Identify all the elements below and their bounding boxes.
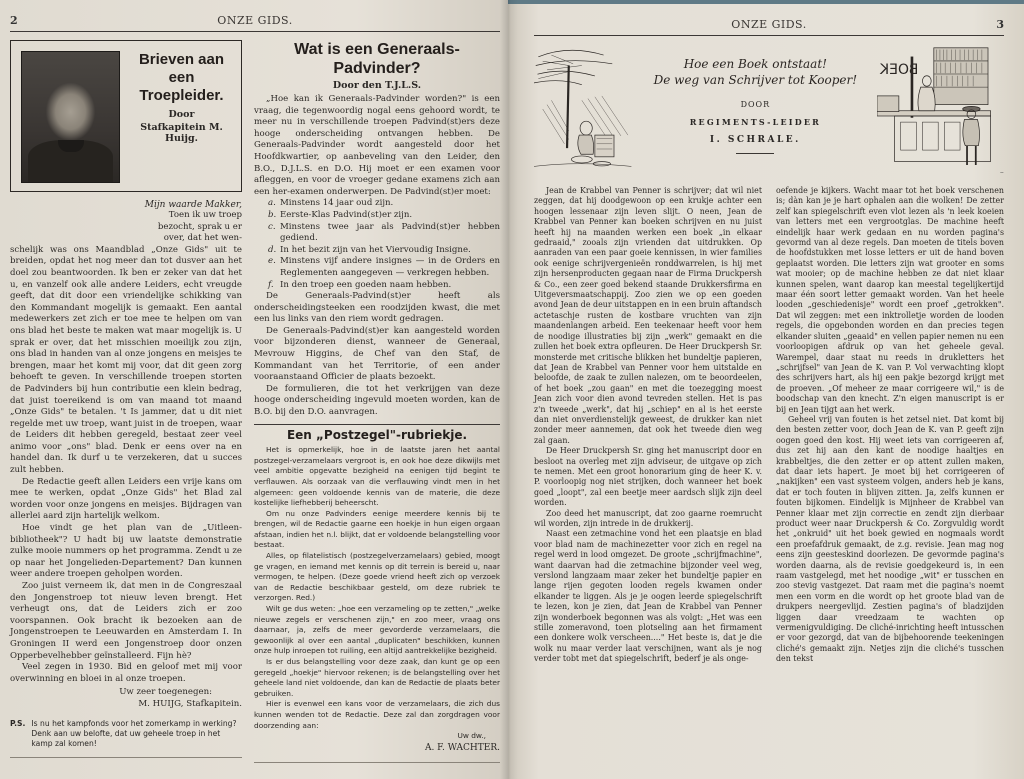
- intro-line: Toen ik uw troep: [168, 210, 242, 220]
- letter-author: Stafkapitein M. Huijg.: [140, 122, 223, 144]
- header-right: [534, 18, 1004, 36]
- letter-byline-label: Door: [168, 109, 195, 120]
- requirement-item: [268, 222, 500, 245]
- requirement-letter: b.: [268, 209, 277, 220]
- page-number-left: 2: [10, 14, 18, 27]
- article-author-name: I. SCHRALE.: [709, 135, 801, 145]
- postzegel-paragraph: Is er dus belangstelling voor deze zaak, dan kunt ge op een geregeld „hoekje" hiervoor rekenen; is de belangstelling over het geheele land niet voldoende, dan kan de Redactie de plaats beter gebruiken.: [254, 657, 500, 698]
- writer-desk: [595, 135, 614, 157]
- article-title-padvinder: Wat is een Generaals-Padvinder?: [294, 41, 460, 77]
- requirement-text: In het bezit zijn van het Viervoudig Insigne.: [280, 244, 471, 255]
- requirement-letter: c.: [268, 221, 276, 232]
- postzegel-paragraph: Het is opmerkelijk, hoe in de laatste jaren het aantal postzegel-verzamelaars vergroot is, en ook hoe deze dikwijls met veel ambitie opgevatte bezigheid na eenigen tijd begint te verflauwen. Als oorzaak van die verflauwing vindt men in het algemeen: geen voldoende kennis van de materie, die deze kostelijke liefhebberij beheerscht.: [254, 445, 500, 508]
- letter-paragraph: Hoe vindt ge het plan van de „Uitleen-bibliotheek"? U hadt bij uw laatste demonstratie zulke mooie nummers op het programma. Zendt u ze op naar het Jongelieden-Departement? Dan kunnen weer andere troepen geholpen worden.: [10, 523, 242, 580]
- right-page: [508, 0, 1024, 779]
- requirement-item: [268, 245, 500, 257]
- requirement-item: [268, 198, 500, 210]
- letter-body: [10, 245, 242, 711]
- postzegel-paragraph: Hier is evenwel een kans voor de verzamelaars, die zich dus kunnen wenden tot de Redactie. Deze zal dan zorgdragen voor doorzending aan:: [254, 699, 500, 730]
- letter-intro: [10, 210, 242, 245]
- padvinder-paragraph: De Generaals-Padvind(st)er kan aangesteld worden voor bijzonderen dienst, wanneer de Generaal, Mevrouw Higgins, de Chef van den Staf, de Kommandant van het Territorie, of een ander vooraanstaand Officier de plaats bezoekt.: [254, 325, 500, 383]
- requirement-letter: a.: [268, 198, 276, 209]
- left-page-columns: [10, 40, 500, 763]
- title-rule: [736, 153, 774, 154]
- ps-label: P.S.: [10, 718, 26, 728]
- bookshop-illustration-wrap: [877, 44, 1004, 178]
- book-paragraph: Naast een zetmachine vond het een plaatsje en blad voor blad nam de machinezetter voor zich en regel na regel werd in lood omgezet. De groote „schrijfmachine", want daarvan had die zetmachine bijzonder veel weg, verslond langzaam maar zeker het bundeltje papier en lange rijen gegoten looden regels kwamen onder elkander te liggen. Als je je oogen leerde spiegelschrift te lezen, kon je zien, dat Jean de Krabbel van Penner zijn wonderboek begonnen was als volgt: „Het was een stille zomeravond, toen plotseling aan het firmament een donkere wolk verscheen...." Het beste is, dat je die wolk nu maar verder laat verschijnen, want als je nog verder tobt met dat spiegelschrift, bederf je als onge-: [534, 529, 762, 664]
- requirement-item: [268, 280, 500, 292]
- scout-boy-body: [963, 119, 980, 145]
- book-paragraph: Geheel vrij van fouten is het zetsel niet. Dat komt bij den besten zetter voor, doch Jean de K. van P. geeft zijn oogen goed den kost. Hij weet iets van corrigeeren af, dus zet hij aan den kant de noodige haaltjes en krabbeltjes, die den zetter er op attent zullen maken, dat daar iets hapert. Je moet bij het corrigeeren of „nakijken" een vast systeem volgen, anders heb je kans, dat er toch fouten in blijven zitten. Ja, zelfs kunnen er fouten bijkomen. Eindelijk is Mijnheer de Krabbel van Penner klaar met zijn correctie en zendt zijn dierbaar product weer naar Druckpersh & Co. Zorgvuldig wordt het „onkruid" uit het boek gewied en nogmaals wordt een proefafdruk gemaakt, de z.g. revisie. Jean mag nog eens zijn geesteskind doorlezen. De gevormde pagina's worden daarna, als de revisie goedgekeurd is, in een raam vastgelegd, met het noodige „wit" er tusschen en zoo stevig vastgezet. Dat raam met die pagina's noemt men een vorm en die wordt op het groote blad van de drukpers neergevlijd. Zestien pagina's of bladzijden liggen daar vreedzaam te wachten op vermenigvuldiging. De cliché-inrichting heeft intusschen er voor gezorgd, dat van de bijbehoorende teekeningen cliché's gemaakt zijn. Netjes zijn die cliché's tusschen den tekst: [776, 414, 1004, 664]
- article-byline-label: DOOR: [740, 100, 771, 109]
- letter-postscript: [10, 719, 242, 749]
- illustration-title: [654, 56, 857, 88]
- article-byline-padvinder: Door den T.J.L.S.: [332, 80, 422, 91]
- book-paragraph: Zoo deed het manuscript, dat zoo gaarne roemrucht wil worden, zijn intrede in de drukkerij.: [534, 508, 762, 528]
- letter-title: Brieven aan een Troepleider.: [138, 51, 225, 104]
- author-portrait-photo: [21, 51, 120, 183]
- article-body-padvinder: [254, 94, 500, 419]
- section-divider: [254, 424, 500, 426]
- postzegel-paragraph: Wilt ge dus weten: „hoe een verzameling op te zetten," „welke nieuwe zegels er verschenen zijn," en zoo meer, vraag ons daarnaar, ja, zelfs de meer gevorderde verzamelaars, die gewoonlijk al over een aantal „duplicaten" beschikken, kunnen onze hulp inroepen tot ruiling, een altijd aantrekkelijke bezigheid.: [254, 604, 500, 656]
- article-title-block: [634, 44, 877, 154]
- letter-paragraph: De Redactie geeft allen Leiders een vrije kans om mee te werken, opdat „Onze Gids" het Blad zal worden voor onze jongens en meisjes. Bijdragen van allerlei aard zijn hartelijk welkom.: [10, 476, 242, 522]
- requirement-text: In den troep een goeden naam hebben.: [280, 279, 452, 290]
- illustrator-signature-mark: ~: [999, 170, 1004, 176]
- postzegel-paragraph: Alles, op filatelistisch (postzegelverzamelaars) gebied, moogt ge vragen, en iemand met kennis op dit terrein is bereid u, naar vermogen, te helpen. (Deze goede vriend heeft zich op verzoek van de Redactie beschikbaar gesteld, om deze rubriek te verzorgen. Red.): [254, 551, 500, 603]
- illustration-title-line2: De weg van Schrijver tot Kooper!: [653, 73, 858, 87]
- requirement-letter: f.: [268, 279, 274, 290]
- article-title-postzegel: Een „Postzegel"-rubriekje.: [286, 428, 468, 443]
- article-body-postzegel: [254, 445, 500, 754]
- running-head-left: ONZE GIDS.: [217, 14, 293, 27]
- padvinder-paragraph: De formulieren, die tot het verkrijgen van deze hooge onderscheiding ingevuld moeten worden, kan de B.O. bij den D.O. aanvragen.: [254, 383, 500, 418]
- ps-text: Is nu het kampfonds voor het zomerkamp in werking? Denk aan uw belofte, dat uw geheele troep in het kamp zal komen!: [31, 718, 237, 748]
- writer-head: [580, 121, 592, 135]
- footer-rule-middle: [254, 762, 500, 763]
- tree-trunk: [567, 66, 569, 149]
- letter-closing: Uw zeer toegenegen:: [119, 687, 212, 698]
- book-paragraph: De Heer Druckpersh Sr. ging het manuscript door en besloot na overleg met zijn adviseur, de uitgave op zich te nemen. Met een groot honorarium ging de heer K. v. P. voorloopig nog niet strijken, doch wanneer het boek goed „loopt", zal een beetje meer aardsch slijk zijn deel worden.: [534, 446, 762, 508]
- padvinder-intro: „Hoe kan ik Generaals-Padvinder worden?" is een vraag, die tegenwoordig nogal eens gehoord wordt, te meer nu in verschillende troepen Padvind(st)ers deze hooge onderscheiding ontvangen hebben. De Generaals-Padvinder wordt aangesteld door het Hoofdkwartier, op aanbeveling van den Leider, den B.O., D.J.L.S. en D.O. Hij moet er een examen voor afleggen, en voor de vroeger gedane examens zich aan een her-examen onderwerpen. De Padvind(st)er moet:: [254, 94, 500, 197]
- requirement-item: [268, 256, 500, 279]
- book-paragraph: oefende je kijkers. Wacht maar tot het boek verschenen is; dàn kan je je hart ophalen aan die wolken! De zetter zelf kan spiegelschrift even vlot lezen als 'n leek koeien van letters met een vergrootglas. De machine heeft eindelijk haar werk gedaan en nu worden pagina's gevormd van al deze regels. Dan moeten de titels boven de hoofdstukken met losse letters er uit de hand boven geplaatst worden. Die letters zijn wat grooter en soms wat mooier; op de machine hebben ze dat niet klaar kunnen spelen, want daarop kan meestal tegelijkertijd maar één soort letter gemaakt worden. Van het heele looden „geschiedenisje" wordt een proef „getrokken". Dat wil zeggen: met een inktrolletje worden de looden regels, die opgebonden worden en dan precies tegen elkander sluiten „geaaid" en vellen papier nemen nu een voorloopigen afdruk op van het geheele geval. Warempel, daar staat nu reeds in drukletters het „schrijfsel" van Jean de K. van P. Vol verwachting klopt des schrijvers hart, als hij een pakje bezorgd krijgt met de proeven. „Of meheer ze maar corrigeere wil," is de boodschap van den knecht. Z'n eigen manuscript is er bij en Jean tijgt aan het werk.: [776, 186, 1004, 414]
- requirements-list: [254, 198, 500, 291]
- book-stack: [877, 96, 899, 112]
- requirement-item: [268, 210, 500, 222]
- requirement-text: Eerste-Klas Padvind(st)er zijn.: [280, 209, 413, 220]
- book-paragraph: Jean de Krabbel van Penner is schrijver; dat wil niet zeggen, dat hij doodgewoon op een krukje achter een hoogen lessenaar zijn leven slijt. O neen, Jean de Krabbel van Penner kan boeken schrijven en nu juist heeft hij na maanden werken een boek „in elkaar gedraaid," zooals zijn vrienden dat uitdrukken. Op aanraden van een paar goeie kennissen, in wier families ook eenige schrijvergenieën ronddwarrelen, is hij met zijn hersenproducten gegaan naar de Firma Druckpersh & Co., een zeer goed bekend staande Drukkersfirma en Uitgeversmaatschappij. Zoo zien we op een goeden avond Jean de deur uitstappen en in een bruin aftandsch actetaschje rusten de kostbare vruchten van zijn maandenlangen arbeid. Een teekenaar heeft voor hem de noodige illustraties bij zijn „werk" gemaakt en die zullen het boek extra opfleuren. De Heer Druckpersh Sr. monsterde met critische blikken het bundeltje papieren, dat Jean de Krabbel van Penner voor hem uitstalde en beloofde, de zaak te zullen nalezen, om te beoordeelen, of het boek „zou gaan" en met die toezegging moest Jean zich voor dien avond tevreden stellen. Het is pas z'n tweede „werk", dat hij „schiep" en al is het eerste dan niet onverdienstelijk geweest, de drukker kan niet zonder meer aannemen, dat ook het tweede dien weg zal gaan.: [534, 186, 762, 445]
- intro-line: over, dat het wen-: [163, 233, 242, 244]
- bookseller-head: [922, 76, 931, 86]
- requirement-text: Minstens vijf andere insignes — in de Orders en Reglementen aangegeven — verkregen hebben.: [280, 256, 500, 278]
- articles-column: [254, 40, 500, 763]
- writer-body: [578, 135, 594, 154]
- letter-paragraph: schelijk was ons Maandblad „Onze Gids" uit te breiden, opdat het nog meer dan tot dusver aan het doel zou beantwoorden. Ik ben er zeker van dat het u, en vanzelf ook alle andere Leiders, echt vreugde geeft, dat dit door een vriendelijke schikking van den Kommandant mogelijk is gemaakt. Een aantal medewerkers zet zich er toe mee te helpen om van ons blad het beste te maken wat maar mogelijk is. U sprak er over, dat het misschien moeilijk zou zijn, ons blad in handen van al onze jongens en meisjes te brengen, maar het komt mij voor, dat dit geen zorg behoeft te geven. In verschillende troepen storten de Padvinders bij hun contributie een klein bedrag, dat juist toereikend is om van maand tot maand „Onze Gids" te betalen. 't Is jammer, dat u dit niet regelde met uw troep, want juist in de troepen, waar de Leiders dit hebben geregeld, bestaat zeer veel animo voor „ons" blad. Denk er eens over na en handel dan. Ik durf u te verzekeren, dat u succes zult hebben.: [10, 244, 242, 476]
- padvinder-paragraph: De Generaals-Padvind(st)er heeft als onderscheidingsteeken een roodzijden kwast, die met een lus links van den riem wordt gedragen.: [254, 291, 500, 325]
- letter-paragraph: Veel zegen in 1930. Bid en geloof met mij voor overwinning en bloei in al onze troepen.: [10, 662, 242, 684]
- left-page: [0, 0, 508, 779]
- letter-signature: M. HUIJG, Stafkapitein.: [138, 698, 242, 709]
- running-head-right: ONZE GIDS.: [731, 18, 807, 31]
- page-number-right: 3: [996, 18, 1004, 31]
- footer-rule-left: [10, 757, 242, 758]
- letter-title-frame: [10, 40, 242, 192]
- article-banner: [534, 44, 1004, 178]
- intro-line: bezocht, sprak u er: [157, 221, 242, 232]
- book-article-column-2: [776, 186, 1004, 665]
- writer-under-tree-illustration: [534, 44, 634, 174]
- shop-sign-mirrored: BOEK: [879, 62, 919, 78]
- book-article-columns: [534, 186, 1004, 665]
- requirement-letter: d.: [268, 244, 277, 255]
- tree-branches: [534, 50, 612, 84]
- illustration-title-line1: Hoe een Boek ontstaat!: [683, 57, 827, 71]
- postzegel-closing: Uw dw.,: [457, 731, 486, 741]
- bookshelf: [934, 48, 988, 105]
- requirement-text: Minstens twee jaar als Padvind(st)er hebben gediend.: [280, 221, 500, 244]
- letter-column: [10, 40, 242, 758]
- postzegel-signature: A. F. WACHTER.: [424, 742, 500, 753]
- header-left: [10, 14, 500, 32]
- letter-salutation: Mijn waarde Makker,: [144, 200, 242, 210]
- book-article-column-1: [534, 186, 762, 665]
- letter-paragraph: Zoo juist verneem ik, dat men in de Congreszaal den Jongenstroep tot nieuw leven brengt. Het verheugt ons, dat de Leiders zich er zoo voorspannen. Ook bracht ik bezoeken aan de Jongenstroepen te Leeuwarden en Amsterdam I. In Groningen II werd een Jongenstroep door onzen Opperbevelhebber geïnstalleerd. Fijn hè?: [10, 581, 242, 661]
- requirement-letter: e.: [268, 256, 276, 267]
- scout-hat: [962, 106, 979, 111]
- tree-stump: [571, 156, 592, 163]
- bookseller-body: [918, 87, 935, 111]
- requirement-text: Minstens 14 jaar oud zijn.: [280, 198, 394, 209]
- article-author-rank: REGIMENTS-LEIDER: [689, 117, 821, 127]
- postzegel-paragraph: Om nu onze Padvinders eenige meerdere kennis bij te brengen, wil de Redactie gaarne een hoekje in hun eigen orgaan afstaan, indien het n.l. blijkt, dat er voldoende belangstelling voor bestaat.: [254, 508, 500, 550]
- letter-title-block: [126, 51, 237, 183]
